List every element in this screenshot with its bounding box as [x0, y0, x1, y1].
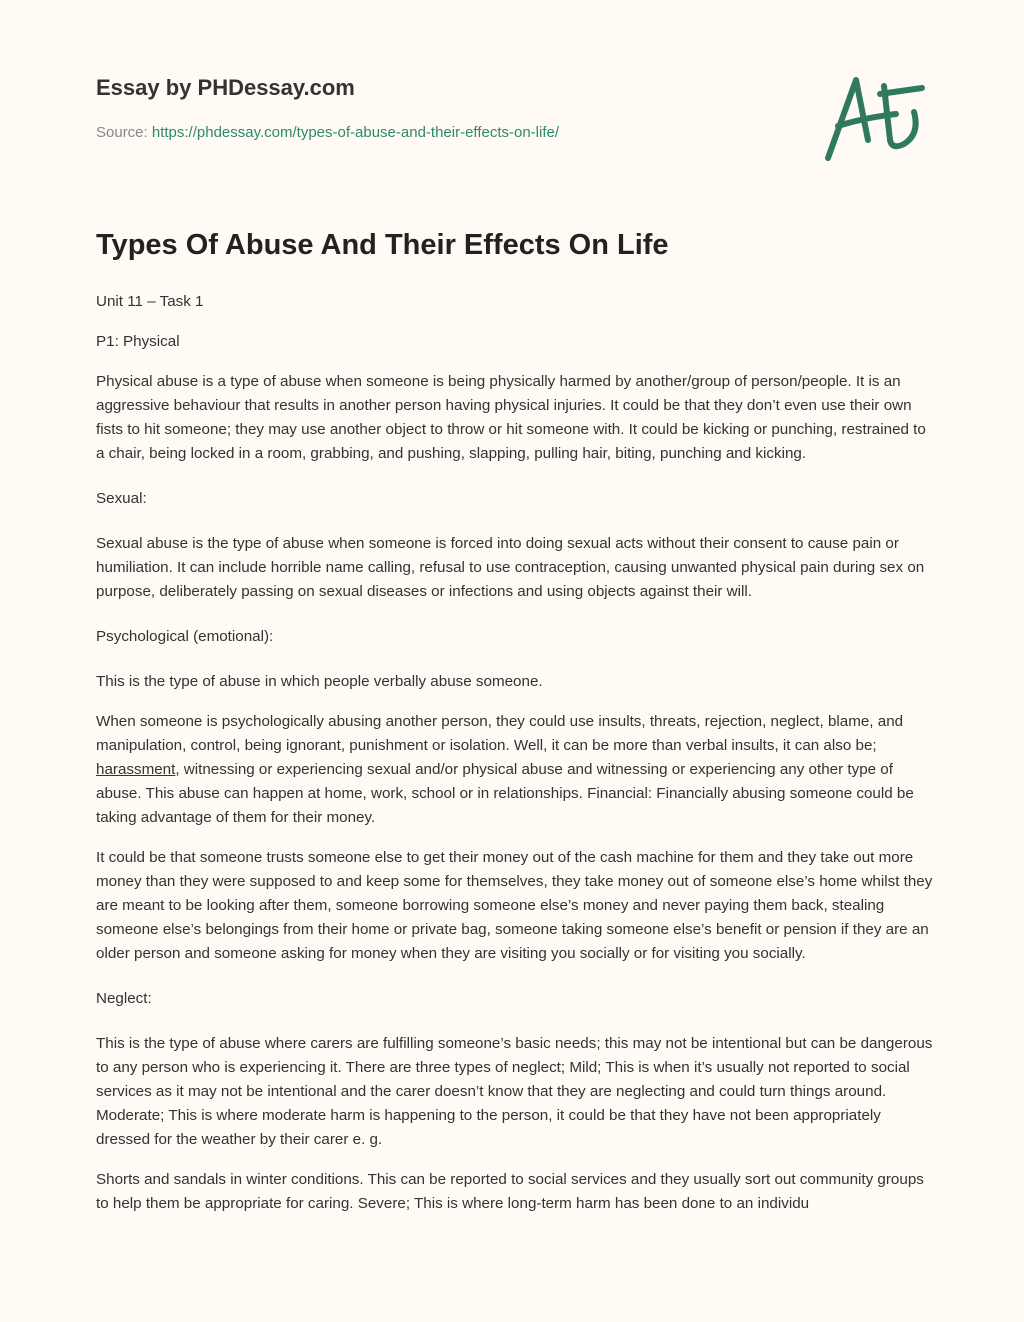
section-label: Sexual:: [96, 490, 147, 507]
brand-title: Essay by PHDessay.com: [96, 75, 355, 100]
paragraph: [96, 710, 934, 830]
paragraph: It could be that someone trusts someone else to get their money out of the cash machine for them and they take out more money than they were supposed to and keep some for themselves, they take money out of someone else’s home whilst they are meant to be looking after them, someone borrowing someone else’s money and never paying them back, stealing someone else’s belongings from their home or private bag, someone taking someone else’s benefit or pension if they are an older person and someone asking for money when they are visiting you socially or for visiting you socially.: [96, 849, 933, 962]
section-label: Neglect:: [96, 990, 152, 1007]
paragraph: This is the type of abuse in which people verbally abuse someone.: [96, 673, 543, 690]
paragraph: Sexual abuse is the type of abuse when someone is forced into doing sexual acts without their consent to cause pain or humiliation. It can include horrible name calling, refusal to use contraception, causing unwanted physical pain during sex on purpose, deliberately passing on sexual diseases or infections and using objects against their will.: [96, 535, 925, 600]
essay-content: [96, 225, 934, 1232]
source-link[interactable]: https://phdessay.com/types-of-abuse-and-their-effects-on-life/: [151, 124, 560, 141]
paragraph: Unit 11 – Task 1: [96, 293, 204, 310]
paragraph: This is the type of abuse where carers are fulfilling someone’s basic needs; this may not be intentional but can be dangerous to any person who is experiencing it. There are three types of neglect; Mild; This is when it’s usually not reported to social services as it may not be intentional and the carer doesn’t know that they are neglecting and could turn things around. Moderate; This is where moderate harm is happening to the person, it could be that they have not been appropriately dressed for the weather by their carer e. g.: [96, 1035, 933, 1148]
text: When someone is psychologically abusing another person, they could use insults, threats, rejection, neglect, blame, and manipulation, control, being ignorant, punishment or isolation. Well, it can be more than verbal insults, it can also be;: [96, 713, 904, 754]
essay-title: Types Of Abuse And Their Effects On Life: [96, 229, 669, 261]
paragraph: Shorts and sandals in winter conditions. This can be reported to social services and they usually sort out community groups to help them be appropriate for caring. Severe; This is where long-term harm has been done to an individu: [96, 1171, 924, 1212]
source-line: [96, 124, 930, 141]
essay-header: [96, 76, 930, 141]
harassment-link[interactable]: harassment: [96, 761, 176, 778]
text: , witnessing or experiencing sexual and/or physical abuse and witnessing or experiencing any other type of abuse. This abuse can happen at home, work, school or in relationships. Financial: Financially abusing someone could be taking advantage of them for their money.: [96, 761, 914, 826]
section-label: Psychological (emotional):: [96, 628, 274, 645]
paragraph: Physical abuse is a type of abuse when someone is being physically harmed by another/group of person/people. It is an aggressive behaviour that results in another person having physical injuries. It could be that they don’t even use their own fists to hit someone; they may use another object to throw or hit someone with. It could be kicking or punching, restrained to a chair, being locked in a room, grabbing, and pushing, slapping, pulling hair, biting, punching and kicking.: [96, 373, 926, 462]
paragraph: P1: Physical: [96, 333, 180, 350]
source-label: Source:: [96, 124, 148, 141]
a-plus-logo-icon: [818, 68, 928, 168]
